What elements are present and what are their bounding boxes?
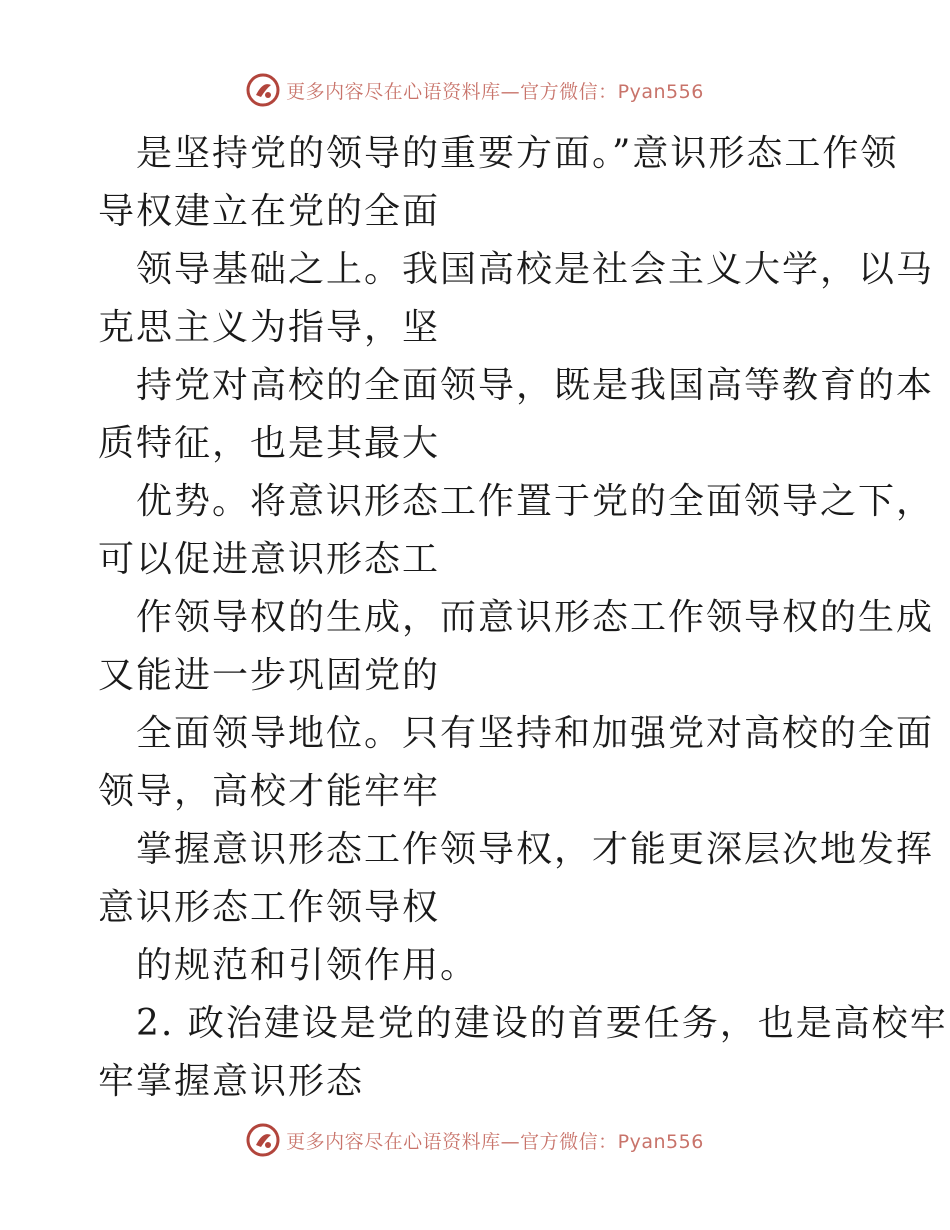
text-line: 2. 政治建设是党的建设的首要任务，也是高校牢 [136, 1003, 948, 1044]
text-line: 牢掌握意识形态 [98, 1061, 365, 1102]
banner-text: 更多内容尽在心语资料库—官方微信：Pyan556 [286, 1130, 704, 1153]
paragraph [98, 821, 935, 937]
document-body [98, 125, 948, 1111]
paragraph [98, 995, 948, 1111]
text-line: 持党对高校的全面领导，既是我国高等教育的本 [136, 365, 935, 406]
text-line: 是坚持党的领导的重要方面。”意识形态工作领 [136, 133, 899, 174]
paragraph [98, 589, 935, 705]
text-line: 导权建立在党的全面 [98, 191, 441, 232]
text-line: 优势。将意识形态工作置于党的全面领导之下， [136, 481, 935, 522]
header-banner [0, 70, 950, 110]
paragraph [98, 937, 858, 995]
text-line: 又能进一步巩固党的 [98, 655, 441, 696]
text-line: 领导，高校才能牢牢 [98, 771, 441, 812]
text-line: 意识形态工作领导权 [98, 887, 441, 928]
red-circle-logo-icon [246, 73, 280, 107]
paragraph [98, 357, 935, 473]
red-circle-logo-icon [246, 1123, 280, 1157]
paragraph [98, 705, 935, 821]
banner-text: 更多内容尽在心语资料库—官方微信：Pyan556 [286, 80, 704, 103]
paragraph [98, 125, 899, 241]
text-line: 领导基础之上。我国高校是社会主义大学，以马 [136, 249, 935, 290]
text-line: 的规范和引领作用。 [136, 945, 479, 986]
text-line: 质特征，也是其最大 [98, 423, 441, 464]
text-line: 可以促进意识形态工 [98, 539, 441, 580]
text-line: 掌握意识形态工作领导权，才能更深层次地发挥 [136, 829, 935, 870]
text-line: 克思主义为指导，坚 [98, 307, 441, 348]
text-line: 作领导权的生成，而意识形态工作领导权的生成 [136, 597, 935, 638]
footer-banner [0, 1120, 950, 1160]
text-line: 全面领导地位。只有坚持和加强党对高校的全面 [136, 713, 935, 754]
paragraph [98, 241, 935, 357]
paragraph [98, 473, 935, 589]
